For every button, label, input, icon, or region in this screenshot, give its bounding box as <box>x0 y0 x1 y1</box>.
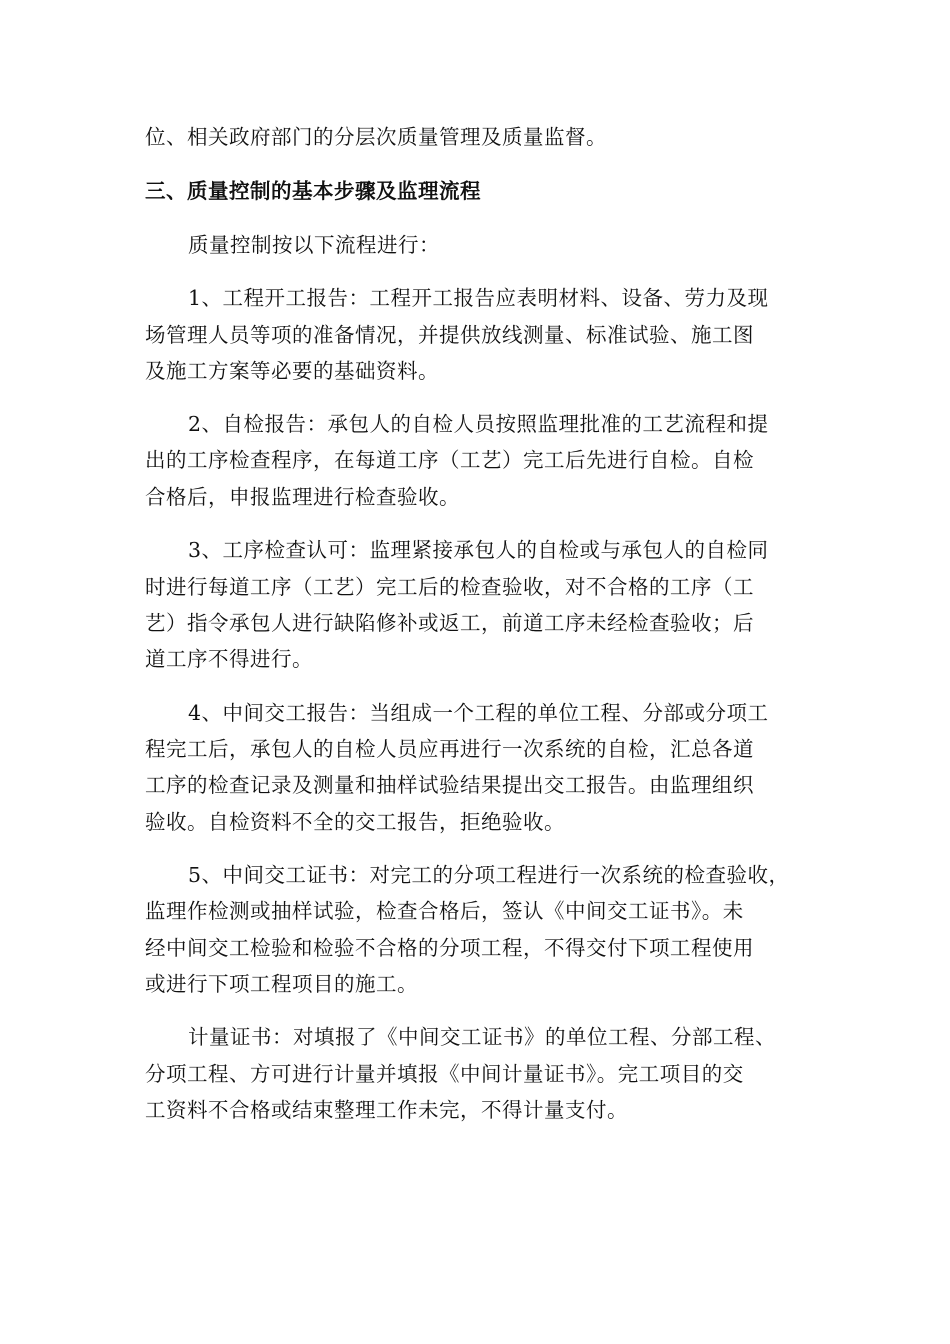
paragraph-line: 工序的检查记录及测量和抽样试验结果提出交工报告。由监理组织 <box>145 773 754 797</box>
paragraph-line: 艺）指令承包人进行缺陷修补或返工，前道工序未经检查验收；后 <box>145 611 754 635</box>
paragraph-line: 监理作检测或抽样试验，检查合格后，签认《中间交工证书》。未 <box>145 899 744 923</box>
paragraph-line: 程完工后，承包人的自检人员应再进行一次系统的自检，汇总各道 <box>145 737 754 761</box>
paragraph-line: 工资料不合格或结束整理工作未完，不得计量支付。 <box>145 1098 628 1122</box>
paragraph-line: 质量控制按以下流程进行： <box>188 233 440 257</box>
paragraph-line: 2、自检报告：承包人的自检人员按照监理批准的工艺流程和提 <box>188 412 769 436</box>
paragraph-line: 经中间交工检验和检验不合格的分项工程，不得交付下项工程使用 <box>145 936 754 960</box>
paragraph-line: 4、中间交工报告：当组成一个工程的单位工程、分部或分项工 <box>188 701 769 725</box>
section-heading: 三、质量控制的基本步骤及监理流程 <box>145 179 481 203</box>
paragraph-line: 时进行每道工序（工艺）完工后的检查验收，对不合格的工序（工 <box>145 575 754 599</box>
paragraph-line: 道工序不得进行。 <box>145 647 313 671</box>
paragraph-line: 验收。自检资料不全的交工报告，拒绝验收。 <box>145 810 565 834</box>
paragraph-line: 合格后，申报监理进行检查验收。 <box>145 485 460 509</box>
paragraph-line: 5、中间交工证书：对完工的分项工程进行一次系统的检查验收， <box>188 863 790 887</box>
paragraph-line: 计量证书：对填报了《中间交工证书》的单位工程、分部工程、 <box>188 1025 776 1049</box>
paragraph-line: 分项工程、方可进行计量并填报《中间计量证书》。完工项目的交 <box>145 1062 744 1086</box>
paragraph-line: 场管理人员等项的准备情况，并提供放线测量、标准试验、施工图 <box>145 323 754 347</box>
paragraph-line: 及施工方案等必要的基础资料。 <box>145 359 439 383</box>
paragraph-line: 1、工程开工报告：工程开工报告应表明材料、设备、劳力及现 <box>188 286 769 310</box>
paragraph-line: 位、相关政府部门的分层次质量管理及质量监督。 <box>145 125 607 149</box>
paragraph-line: 或进行下项工程项目的施工。 <box>145 972 418 996</box>
paragraph-line: 出的工序检查程序，在每道工序（工艺）完工后先进行自检。自检 <box>145 448 754 472</box>
paragraph-line: 3、工序检查认可：监理紧接承包人的自检或与承包人的自检同 <box>188 538 769 562</box>
